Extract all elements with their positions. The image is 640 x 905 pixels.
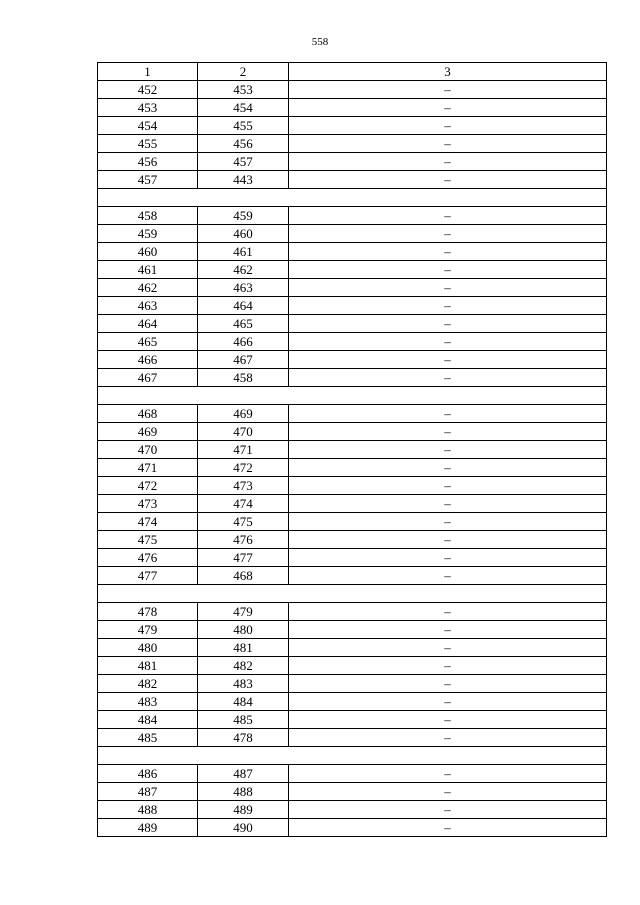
table-cell-col2: 443 [198,171,289,189]
table-cell-col2: 487 [198,765,289,783]
group-separator-row [98,585,607,603]
table-cell-col2: 457 [198,153,289,171]
table-cell-col2: 479 [198,603,289,621]
table-cell-col3: – [289,459,607,477]
table-cell-col2: 473 [198,477,289,495]
table-cell-col3: – [289,639,607,657]
table-cell-col1: 485 [98,729,198,747]
table-row [98,783,607,801]
table-cell-col1: 463 [98,297,198,315]
table-cell-col3: – [289,225,607,243]
table-cell-col3: – [289,657,607,675]
table-cell-col1: 456 [98,153,198,171]
table-cell-col1: 472 [98,477,198,495]
group-separator-row [98,189,607,207]
table-cell-col1: 465 [98,333,198,351]
table-row [98,405,607,423]
table-row [98,693,607,711]
table-cell-col1: 484 [98,711,198,729]
table-cell-col1: 488 [98,801,198,819]
table-cell-col3: – [289,207,607,225]
table-row [98,99,607,117]
table-cell-col2: 477 [198,549,289,567]
table-cell-col3: – [289,297,607,315]
table-cell-col3: – [289,171,607,189]
table-cell-col1: 487 [98,783,198,801]
table-cell-col3: – [289,351,607,369]
table-cell-col3: – [289,693,607,711]
table-cell-col2: 470 [198,423,289,441]
table-cell-col1: 461 [98,261,198,279]
table-cell-col1: 455 [98,135,198,153]
table-row [98,351,607,369]
table-cell-col3: – [289,441,607,459]
table-row [98,819,607,837]
table-cell-col3: – [289,423,607,441]
table-body [98,81,607,837]
table-row [98,801,607,819]
table-cell-col3: – [289,711,607,729]
table-cell-col1: 489 [98,819,198,837]
table-row [98,459,607,477]
table-cell-col1: 481 [98,657,198,675]
table-cell-col3: – [289,549,607,567]
table-cell-col3: – [289,243,607,261]
table-cell-col2: 460 [198,225,289,243]
table-cell-col2: 466 [198,333,289,351]
table-cell-col2: 471 [198,441,289,459]
table-row [98,567,607,585]
table-cell-col1: 480 [98,639,198,657]
separator-cell [98,387,607,405]
table-row [98,729,607,747]
table-row [98,279,607,297]
table-cell-col1: 462 [98,279,198,297]
column-header-1: 1 [98,63,198,81]
table-cell-col1: 468 [98,405,198,423]
table-cell-col2: 459 [198,207,289,225]
table-cell-col2: 480 [198,621,289,639]
table-cell-col2: 468 [198,567,289,585]
table-row [98,243,607,261]
table-cell-col2: 475 [198,513,289,531]
table-cell-col2: 458 [198,369,289,387]
table-row [98,225,607,243]
table-cell-col2: 476 [198,531,289,549]
table-cell-col1: 460 [98,243,198,261]
table-row [98,711,607,729]
table-cell-col1: 479 [98,621,198,639]
table-cell-col3: – [289,369,607,387]
column-header-3: 3 [289,63,607,81]
table-cell-col1: 453 [98,99,198,117]
table-cell-col3: – [289,261,607,279]
table-cell-col3: – [289,729,607,747]
table-cell-col3: – [289,675,607,693]
table-cell-col1: 466 [98,351,198,369]
separator-cell [98,189,607,207]
table-row [98,261,607,279]
table-cell-col3: – [289,279,607,297]
table-row [98,531,607,549]
table-cell-col2: 455 [198,117,289,135]
table-cell-col1: 475 [98,531,198,549]
table-row [98,603,607,621]
table-cell-col1: 486 [98,765,198,783]
table-row [98,171,607,189]
table-cell-col2: 453 [198,81,289,99]
table-row [98,369,607,387]
table-cell-col3: – [289,495,607,513]
table-cell-col3: – [289,801,607,819]
table-cell-col2: 472 [198,459,289,477]
table-row [98,477,607,495]
table-row [98,207,607,225]
table-cell-col2: 488 [198,783,289,801]
table-cell-col1: 464 [98,315,198,333]
table-cell-col3: – [289,603,607,621]
column-header-2: 2 [198,63,289,81]
table-cell-col3: – [289,567,607,585]
table-cell-col2: 490 [198,819,289,837]
table-row [98,135,607,153]
table-cell-col1: 483 [98,693,198,711]
table-cell-col1: 476 [98,549,198,567]
table-cell-col3: – [289,531,607,549]
group-separator-row [98,747,607,765]
table-cell-col1: 467 [98,369,198,387]
table-row [98,639,607,657]
table-cell-col1: 477 [98,567,198,585]
table-cell-col3: – [289,135,607,153]
table-cell-col3: – [289,315,607,333]
table-cell-col2: 467 [198,351,289,369]
table-cell-col2: 474 [198,495,289,513]
data-table [97,62,607,837]
table-row [98,117,607,135]
table-cell-col1: 478 [98,603,198,621]
table-row [98,297,607,315]
table-row [98,495,607,513]
table-cell-col3: – [289,81,607,99]
table-cell-col1: 471 [98,459,198,477]
table-row [98,315,607,333]
table-cell-col1: 482 [98,675,198,693]
table-cell-col1: 454 [98,117,198,135]
table-cell-col3: – [289,99,607,117]
table-cell-col2: 484 [198,693,289,711]
table-cell-col3: – [289,765,607,783]
table-row [98,441,607,459]
table-cell-col3: – [289,333,607,351]
table-row [98,423,607,441]
table-cell-col3: – [289,783,607,801]
table-cell-col1: 474 [98,513,198,531]
table-row [98,333,607,351]
header-row [98,63,607,81]
table-cell-col3: – [289,513,607,531]
table-cell-col1: 459 [98,225,198,243]
table-row [98,513,607,531]
table-cell-col3: – [289,621,607,639]
table-cell-col2: 481 [198,639,289,657]
table-cell-col1: 473 [98,495,198,513]
table-cell-col2: 485 [198,711,289,729]
table-row [98,549,607,567]
table-cell-col3: – [289,477,607,495]
table-cell-col2: 465 [198,315,289,333]
table-cell-col1: 458 [98,207,198,225]
table-row [98,81,607,99]
table-cell-col2: 478 [198,729,289,747]
table-cell-col2: 456 [198,135,289,153]
separator-cell [98,747,607,765]
table-cell-col2: 454 [198,99,289,117]
table-cell-col3: – [289,405,607,423]
page-number: 558 [311,36,329,48]
table-cell-col2: 461 [198,243,289,261]
table-cell-col2: 462 [198,261,289,279]
separator-cell [98,585,607,603]
table-row [98,765,607,783]
table-cell-col1: 470 [98,441,198,459]
table-cell-col1: 469 [98,423,198,441]
table-row [98,675,607,693]
table-cell-col2: 464 [198,297,289,315]
table-row [98,153,607,171]
table-cell-col3: – [289,819,607,837]
table-cell-col2: 483 [198,675,289,693]
table-row [98,621,607,639]
table-cell-col2: 469 [198,405,289,423]
table-cell-col2: 489 [198,801,289,819]
table-cell-col1: 452 [98,81,198,99]
table-cell-col2: 463 [198,279,289,297]
table-cell-col3: – [289,117,607,135]
table-cell-col3: – [289,153,607,171]
group-separator-row [98,387,607,405]
table-cell-col2: 482 [198,657,289,675]
table-cell-col1: 457 [98,171,198,189]
table-row [98,657,607,675]
